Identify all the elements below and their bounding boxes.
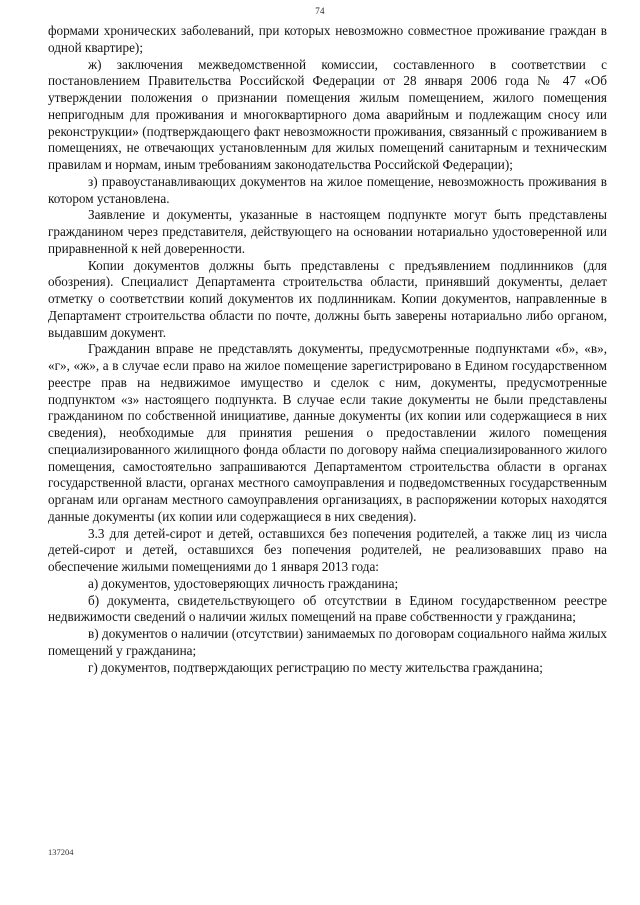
paragraph-item-g: г) документов, подтверждающих регистрацию по месту жительства гражданина; <box>88 659 543 675</box>
paragraph-optional-documents: Гражданин вправе не представлять документы, предусмотренные подпунктами «б», «в», «г», «ж», а в случае если право на жилое помещение зарегистрировано в Едином государственном реестре прав на недвижимое имущество и сделок с ним, документы, предусмотренные подпунктом «з» настоящего подпункта. В случае если такие документы не были представлены гражданином по собственной инициативе, данные документы (их копии или содержащиеся в них сведения), необходимые для принятия решения о предоставлении жилого помещения специализированного жилищного фонда области по договору найма специализированного жилого помещения, самостоятельно запрашиваются Департаментом строительства области в органах государственной власти, органах местного самоуправления и подведомственных государственным органам или органам местного самоуправления организациях, в распоряжении которых находятся данные документы (их копии или содержащиеся в них сведения). <box>48 341 607 524</box>
document-body <box>48 23 607 676</box>
document-id: 137204 <box>48 847 74 857</box>
paragraph-item-a: а) документов, удостоверяющих личность гражданина; <box>88 575 399 591</box>
paragraph-section-3-3: 3.3 для детей-сирот и детей, оставшихся без попечения родителей, а также лиц из числа детей-сирот и детей, оставшихся без попечения родителей, не реализовавших право на обеспечение жилыми помещениями до 1 января 2013 года: <box>48 525 607 574</box>
paragraph-item-zh: ж) заключения межведомственной комиссии, составленного в соответствии с постановлением Правительства Российской Федерации от 28 января 2006 года № 47 «Об утверждении положения о признании помещения жилым помещением, жилого помещения непригодным для проживания и многоквартирного дома аварийным и подлежащим сносу или реконструкции» (подтверждающего факт невозможности проживания, связанный с проживанием в помещениях, не отвечающих установленным для жилых помещений санитарным и техническим правилам и нормам, иным требованиям законодательства Российской Федерации); <box>48 56 607 172</box>
paragraph-representative: Заявление и документы, указанные в настоящем подпункте могут быть представлены гражданином через представителя, действующего на основании нотариально удостоверенной или приравненной к ней доверенности. <box>48 207 607 256</box>
paragraph-item-z: з) правоустанавливающих документов на жилое помещение, невозможность проживания в котором установлена. <box>48 173 607 206</box>
page-number: 74 <box>315 6 325 16</box>
paragraph-item-v: в) документов о наличии (отсутствии) занимаемых по договорам социального найма жилых помещений у гражданина; <box>48 626 607 658</box>
paragraph-continuation: формами хронических заболеваний, при которых невозможно совместное проживание граждан в одной квартире); <box>48 23 607 55</box>
paragraph-item-b: б) документа, свидетельствующего об отсутствии в Едином государственном реестре недвижимости сведений о наличии жилых помещений на праве собственности у гражданина; <box>48 592 607 625</box>
paragraph-copies: Копии документов должны быть представлены с предъявлением подлинников (для обозрения). Специалист Департамента строительства области, принявший документы, делает отметку о соответствии копий документов их подлинникам. Копии документов, направленные в Департамент строительства области по почте, должны быть заверены нотариально либо органом, выдавшим документ. <box>48 257 607 340</box>
